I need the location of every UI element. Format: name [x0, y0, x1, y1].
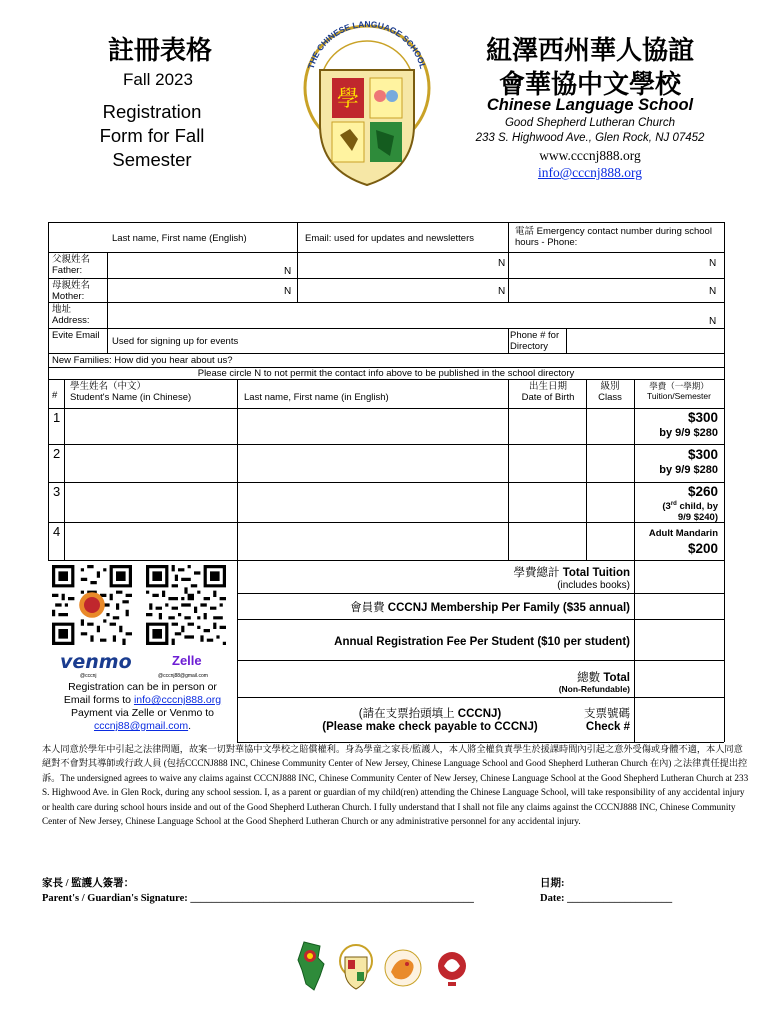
check-cjk-bold: CCCNJ) — [457, 708, 502, 720]
zelle-handle: @cccnj88@gmail.com — [158, 673, 208, 679]
crest-arc-text: THE CHINESE LANGUAGE SCHOOL — [305, 20, 429, 70]
school-crest-logo — [292, 20, 442, 190]
col-phone-header: 電話 Emergency contact number during school hours - Phone: — [515, 226, 712, 248]
payment-note-line2-a: Email forms to — [63, 694, 134, 706]
signature-label-cjk: 家長 / 監護人簽署： — [42, 878, 135, 889]
student-row-number: 2 — [53, 446, 61, 461]
col-num-header: # — [52, 390, 58, 401]
tuition-early-fee: by 9/9 $280 — [659, 464, 718, 476]
mother-label: 母親姓名 Mother: — [52, 280, 91, 302]
form-title-line3: Semester — [112, 149, 192, 170]
col-tuition-en: Tuition/Semester — [647, 391, 711, 401]
evite-note: Used for signing up for events — [112, 336, 239, 347]
payment-note-line4-end: . — [188, 720, 192, 732]
publish-toggle-mother-name[interactable]: N — [284, 286, 292, 297]
payment-note-line2 — [50, 694, 235, 707]
payment-note-line4 — [50, 720, 235, 733]
col-en-name-header: Last name, First name (in English) — [244, 392, 389, 403]
registration-fee-label: Annual Registration Fee Per Student ($10 per student) — [334, 636, 630, 648]
address-label: 地址 Address: — [52, 304, 90, 326]
third-child-note-c: 9/9 $240) — [677, 512, 718, 524]
crest-character: 學 — [336, 87, 360, 112]
col-class-header — [587, 381, 633, 403]
third-child-note-sup: rd — [670, 501, 677, 507]
nj-map-logo-icon — [290, 940, 330, 995]
form-title-line1: Registration — [102, 101, 202, 122]
payment-instructions — [50, 681, 235, 733]
dragon-logo-icon — [383, 948, 423, 990]
publish-toggle-mother-phone[interactable]: N — [709, 286, 717, 297]
col-dob-cjk: 出生日期 — [528, 381, 567, 392]
col-cn-name-cjk: 學生姓名（中文） — [70, 381, 147, 392]
church-name: Good Shepherd Lutheran Church — [504, 117, 676, 129]
student-row-number: 4 — [53, 524, 61, 539]
adult-mandarin-label: Adult Mandarin — [648, 528, 718, 539]
total-cjk: 總數 — [577, 672, 601, 684]
col-class-cjk: 級別 — [600, 381, 620, 392]
liability-waiver-text: 本人同意於學年中引起之法律問題，故案一切對華協中文學校之賠償權利。身為學童之家長/監護人，本人將全權負責學生於援課時間內引起之意外受傷或身體不適，本人同意絕對不會對其導師或行政人員 (包括CCCNJ888 INC, Chinese Community Center of New Jersey, Chinese Language School and Good Shepherd Lutheran Church 在內) 之法律責任提出控訴。The undersigned agrees to waive any claims against CCCNJ888 INC, Chinese Community Center of New Jersey, Chinese Language School at the Good Shepherd Lutheran Church at 233 S. Highwood Ave. in Glen Rock, during any school session. I, as a parent or guardian of my child(ren) attending the Chinese Language School, will take responsibility of any accidental injury or health care during school hours inside and out of the Good Shepherd Lutheran Church. I fully understand that I shall not file any claims against the CCCNJ888 INC, Chinese Community Center of New Jersey, Chinese Language School at the Good Shepherd Lutheran Church or any administrative personnel for any accidental injury. — [42, 744, 749, 827]
zelle-qr-code-icon — [146, 565, 226, 645]
tuition-third-child-note — [636, 499, 718, 523]
tuition-fee: $300 — [687, 410, 718, 425]
tuition-fee: $300 — [687, 447, 718, 462]
total-en: Total — [603, 672, 630, 684]
col-class-en: Class — [598, 392, 622, 403]
term-label: Fall 2023 — [123, 70, 193, 89]
includes-books-note: (includes books) — [557, 580, 630, 591]
form-title-cjk: 註冊表格 — [107, 36, 212, 66]
lantern-logo-icon — [432, 948, 472, 990]
how-heard-prompt: New Families: How did you hear about us? — [52, 355, 233, 366]
student-row-number: 1 — [53, 410, 61, 425]
signature-line[interactable]: Parent's / Guardian's Signature: ______________________________________________________ — [42, 893, 474, 904]
org-name-cjk-2: 會華協中文學校 — [498, 70, 681, 100]
membership-cjk: 會員費 — [350, 602, 385, 614]
publish-toggle-father-email[interactable]: N — [498, 258, 506, 269]
school-crest-small-icon — [337, 943, 375, 991]
phone-directory-label: Phone # for Directory — [510, 330, 560, 352]
col-cn-name-en: Student's Name (in Chinese) — [70, 392, 192, 403]
father-label: 父親姓名 Father: — [52, 254, 91, 276]
payment-email-link[interactable]: info@cccnj888.org — [133, 694, 222, 706]
total-tuition-en: Total Tuition — [562, 567, 630, 579]
payment-note-line3: Payment via Zelle or Venmo to — [71, 707, 214, 719]
publish-toggle-mother-email[interactable]: N — [498, 286, 506, 297]
student-row-number: 3 — [53, 484, 61, 499]
col-cn-name-header — [70, 381, 235, 403]
publish-toggle-address[interactable]: N — [709, 316, 717, 327]
col-dob-en: Date of Birth — [521, 392, 575, 403]
non-refundable-note: (Non-Refundable) — [558, 684, 630, 694]
tuition-fee: $260 — [687, 484, 718, 499]
venmo-qr-code-icon — [52, 565, 132, 645]
directory-circle-note: Please circle N to not permit the contact info above to be published in the school directory — [197, 368, 575, 379]
email-link[interactable]: info@cccnj888.org — [537, 165, 643, 180]
grand-total-label — [240, 669, 630, 685]
org-name-cjk-1: 紐澤西州華人協誼 — [485, 36, 694, 66]
check-number-cjk: 支票號碼 — [584, 708, 630, 720]
publish-toggle-father-name[interactable]: N — [284, 266, 292, 277]
tuition-early-fee: by 9/9 $280 — [659, 427, 718, 439]
school-name: Chinese Language School — [486, 96, 694, 114]
form-title-line2: Form for Fall — [99, 125, 205, 146]
tuition-fee: $200 — [687, 541, 718, 556]
third-child-note-b: child, by — [676, 501, 718, 513]
col-email-header: Email: used for updates and newsletters — [305, 233, 474, 244]
col-name-header: Last name, First name (English) — [112, 233, 247, 244]
col-tuition-cjk: 學費（一學期） — [649, 381, 709, 391]
date-line[interactable]: Date: ____________________ — [540, 893, 673, 904]
date-label-cjk: 日期: — [540, 878, 565, 889]
publish-toggle-father-phone[interactable]: N — [709, 258, 717, 269]
venmo-logo: venmo — [60, 651, 132, 673]
check-payable-cjk — [300, 705, 560, 721]
form-title — [72, 100, 232, 172]
total-tuition-cjk: 學費總計 — [513, 567, 560, 579]
website-link[interactable]: www.cccnj888.org — [539, 148, 641, 163]
third-child-note-a: (3 — [662, 501, 671, 513]
venmo-handle: @cccnj — [80, 673, 97, 679]
zelle-email-link[interactable]: cccnj88@gmail.com — [93, 720, 189, 732]
total-tuition-label — [240, 564, 630, 580]
check-payable-en: (Please make check payable to CCCNJ) — [322, 721, 538, 733]
col-tuition-header — [636, 381, 722, 401]
zelle-logo: Zelle — [172, 653, 202, 668]
evite-label: Evite Email — [52, 330, 100, 341]
school-address: 233 S. Highwood Ave., Glen Rock, NJ 07452 — [475, 132, 705, 144]
check-number-label: Check # — [585, 721, 630, 733]
membership-fee-label — [240, 599, 630, 615]
check-cjk: (請在支票抬頭填上 — [358, 708, 455, 720]
payment-note-line1: Registration can be in person or — [68, 681, 217, 693]
col-dob-header — [512, 381, 584, 403]
membership-en: CCCNJ Membership Per Family ($35 annual) — [387, 602, 630, 614]
